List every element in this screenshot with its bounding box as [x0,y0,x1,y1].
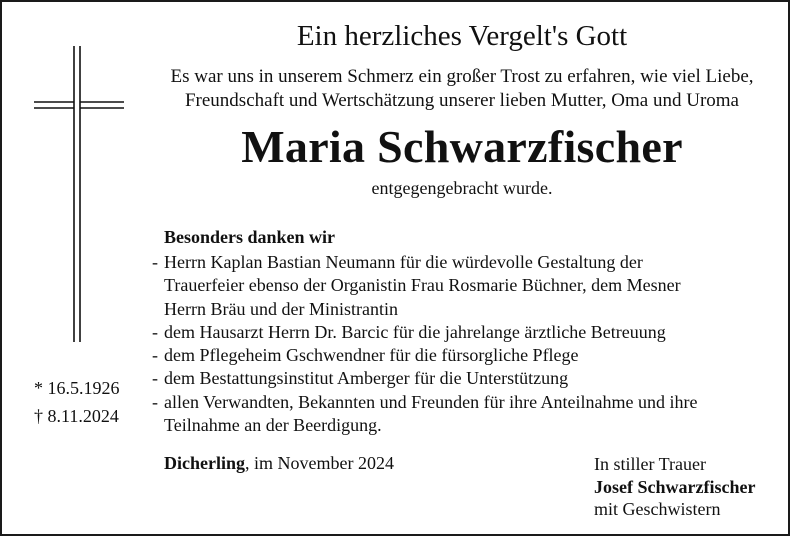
list-item-line: Herrn Bräu und der Ministrantin [164,298,398,319]
thanks-list [152,251,698,437]
dash: - [152,391,158,412]
dash: - [152,321,158,342]
list-item [152,367,698,390]
list-item-line: dem Hausarzt Herrn Dr. Barcic für die jahrelange ärztliche Betreuung [164,321,666,342]
intro-line: Es war uns in unserem Schmerz ein großer Trost zu erfahren, wie viel Liebe, [170,66,754,87]
list-item-line: dem Pflegeheim Gschwendner für die fürsorgliche Pflege [164,345,579,366]
list-item-line: Trauerfeier ebenso der Organistin Frau Rosmarie Büchner, dem Mesner [164,275,681,296]
list-item [152,391,698,438]
signature-line: mit Geschwistern [594,499,721,519]
signature-line: In stiller Trauer [594,454,706,474]
signature [594,453,755,521]
list-item-line: Herrn Kaplan Bastian Neumann für die würdevolle Gestaltung der [164,252,643,272]
list-item-line: allen Verwandten, Bekannten und Freunden für ihre Anteilnahme und ihre [164,391,698,412]
thanks-title: Besonders danken wir [164,227,336,247]
place-name: Dicherling [164,453,245,473]
list-item [152,321,698,344]
intro-line: Freundschaft und Wertschätzung unserer lieben Mutter, Oma und Uroma [184,90,739,111]
list-item [152,251,698,321]
dash: - [152,345,158,366]
date-text: , im November 2024 [245,453,394,473]
list-item-line: dem Bestattungsinstitut Amberger für die Unterstützung [164,368,569,389]
deceased-name: Maria Schwarzfischer [241,121,683,172]
after-name-text: entgegengebracht wurde. [371,178,553,198]
birth-date: * 16.5.1926 [34,378,120,398]
heading: Ein herzliches Vergelt's Gott [296,20,628,52]
list-item-line: Teilnahme an der Beerdigung. [164,415,382,436]
list-item [152,344,698,367]
place-date [164,453,394,474]
signature-name: Josef Schwarzfischer [594,476,756,497]
dash: - [152,252,158,272]
intro-text [2,65,790,113]
dash: - [152,368,158,389]
death-date: † 8.11.2024 [34,406,119,426]
